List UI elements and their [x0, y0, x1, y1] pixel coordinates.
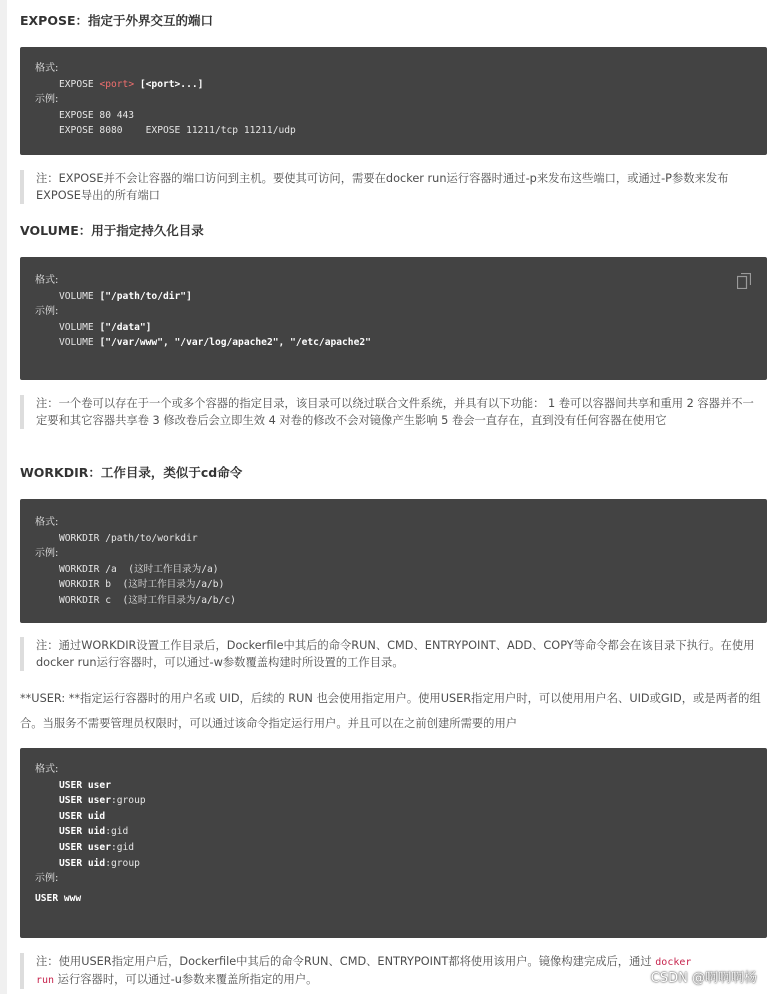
code-text: WORKDIR b (这时工作目录为/a/b): [59, 579, 225, 591]
code-keyword: USER uid: [59, 810, 106, 822]
code-label: 格式:: [35, 517, 59, 528]
code-label: 示例:: [35, 94, 59, 106]
code-keyword: USER user: [59, 779, 111, 791]
code-label: 示例:: [35, 873, 59, 885]
inline-code: run: [36, 975, 55, 986]
inline-code: docker: [655, 957, 692, 968]
user-code-block[interactable]: [20, 748, 767, 938]
code-keyword: USER uid: [59, 857, 106, 869]
code-arg: ["/path/to/dir"]: [99, 290, 192, 302]
code-keyword: USER user: [59, 795, 111, 807]
code-text: WORKDIR /a (这时工作目录为/a): [59, 563, 219, 575]
note-text: 运行容器时，可以通过-u参数来覆盖所指定的用户。: [54, 973, 318, 986]
code-text: WORKDIR c (这时工作目录为/a/b/c): [59, 594, 236, 606]
workdir-heading: WORKDIR：工作目录，类似于cd命令: [20, 465, 243, 480]
expose-code-block[interactable]: [20, 47, 767, 155]
code-arg: ["/var/www", "/var/log/apache2", "/etc/apache2": [99, 337, 371, 349]
note-text: 注：使用USER指定用户后，Dockerfile中其后的命令RUN、CMD、ENTRYPOINT都将使用该用户。镜像构建完成后，通过: [36, 955, 656, 968]
code-text: VOLUME: [59, 321, 100, 333]
code-label: 格式:: [35, 275, 59, 286]
code-arg: ["/data"]: [99, 321, 152, 333]
code-label: 格式:: [35, 63, 59, 74]
copy-icon[interactable]: [737, 273, 751, 289]
volume-note: 注：一个卷可以存在于一个或多个容器的指定目录，该目录可以绕过联合文件系统，并具有以下功能： 1 卷可以容器间共享和重用 2 容器并不一定要和其它容器共享卷 3 修改卷后会立即生效 4 对卷的修改不会对镜像产生影响 5 卷会一直存在，直到没有任何容器在使用它: [20, 395, 767, 429]
code-label: 示例:: [35, 548, 59, 560]
volume-heading: VOLUME：用于指定持久化目录: [20, 223, 204, 238]
user-paragraph: **USER: **指定运行容器时的用户名或 UID，后续的 RUN 也会使用指定用户。使用USER指定用户时，可以使用用户名、UID或GID，或是两者的组合。当服务不需要管理员权限时，可以通过该命令指定运行用户。并且可以在之前创建所需要的用户: [20, 692, 761, 730]
code-arg: <port>: [99, 78, 135, 90]
code-text: VOLUME: [59, 337, 100, 349]
code-text: :group: [110, 795, 146, 807]
workdir-code-block[interactable]: [20, 499, 767, 623]
code-text: EXPOSE: [59, 78, 100, 90]
code-keyword: USER www: [35, 892, 82, 904]
code-text: EXPOSE 8080 EXPOSE 11211/tcp 11211/udp: [59, 125, 296, 137]
code-keyword: USER uid: [59, 826, 106, 838]
code-text: WORKDIR /path/to/workdir: [59, 532, 198, 544]
expose-heading: EXPOSE：指定于外界交互的端口: [20, 13, 214, 28]
expose-note: 注：EXPOSE并不会让容器的端口访问到主机。要使其可访问，需要在docker run运行容器时通过-p来发布这些端口，或通过-P参数来发布EXPOSE导出的所有端口: [20, 170, 767, 204]
csdn-watermark: CSDN @啊啊啊杨: [650, 971, 757, 986]
code-label: 示例:: [35, 306, 59, 318]
left-rail: [0, 0, 7, 994]
code-text: :gid: [110, 841, 135, 853]
code-text: VOLUME: [59, 290, 100, 302]
code-text: EXPOSE 80 443: [59, 109, 135, 121]
code-text: [<port>...]: [134, 78, 204, 90]
code-text: :group: [105, 857, 140, 869]
workdir-note: 注：通过WORKDIR设置工作目录后，Dockerfile中其后的命令RUN、CMD、ENTRYPOINT、ADD、COPY等命令都会在该目录下执行。在使用docker run运行容器时，可以通过-w参数覆盖构建时所设置的工作目录。: [20, 637, 767, 671]
code-keyword: USER user: [59, 841, 111, 853]
code-label: 格式:: [35, 764, 59, 775]
volume-code-block[interactable]: [20, 257, 767, 380]
code-text: :gid: [105, 826, 129, 838]
